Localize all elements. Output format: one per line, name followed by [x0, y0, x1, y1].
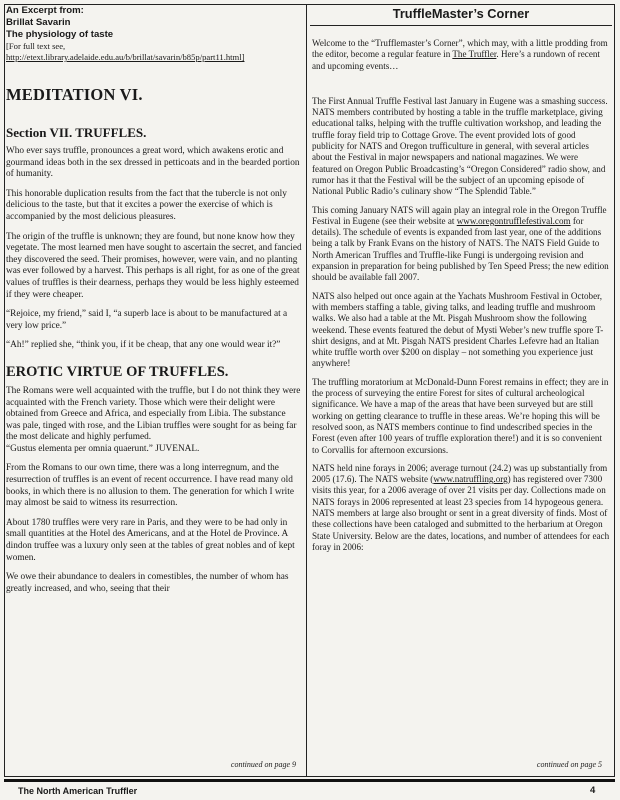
- erotic-virtue-title: EROTIC VIRTUE OF TRUFFLES.: [6, 363, 229, 380]
- section-title: Section VII. TRUFFLES.: [6, 125, 147, 140]
- text-run: This coming January NATS will again play an integral role in the Oregon Truffle Festival in Eugene (see their website at: [312, 204, 607, 226]
- erotic-paragraph: We owe their abundance to dealers in comestibles, the number of whom has greatly increased, and who, seeing that their: [6, 572, 289, 594]
- trufflemaster-corner-title: TruffleMaster’s Corner: [392, 6, 530, 21]
- footer-rule: [4, 779, 615, 782]
- column-divider: [306, 4, 307, 777]
- right-paragraph: [312, 463, 610, 553]
- left-paragraph: This honorable duplication results from the fact that the tubercle is not only delicious to the taste, but that it excites a power the exercise of which is accompanied by the most delicious pleasures.: [6, 188, 287, 222]
- right-paragraph: [312, 38, 610, 72]
- excerpt-line-1: An Excerpt from:: [6, 5, 84, 16]
- left-paragraph: Who ever says truffle, pronounces a great word, which awakens erotic and gourmand ideas both in the sex dressed in petticoats and in the bearded portion of humanity.: [6, 146, 300, 180]
- page-number: 4: [590, 785, 596, 796]
- erotic-paragraph: About 1780 truffles were very rare in Paris, and they were to be had only in small quantities at the Hotel des Americans, and at the Hotel de Province. A dindon truffee was a luxury only seen at the tables of great nobles and of kept women.: [6, 517, 295, 563]
- fulltext-reference: [6, 41, 302, 63]
- text-run: Welcome to the “Trufflemaster’s Corner”, which may, with a little prodding from the editor, become a regular feature in: [312, 38, 608, 60]
- left-body: [6, 146, 302, 352]
- meditation-title: MEDITATION VI.: [6, 85, 143, 104]
- left-paragraph: “Ah!” replied she, “think you, if it be cheap, that any one would wear it?”: [6, 340, 281, 351]
- left-continued-note: continued on page 9: [230, 760, 296, 769]
- latin-quote: “Gustus elementa per omnia quaerunt.” JUVENAL.: [6, 443, 200, 454]
- left-paragraph: The origin of the truffle is unknown; they are found, but none know how they vegetate. The most learned men have sought to ascertain the secret, and fancied they discovered the seed. Their promises, however, were vain, and no planting was ever followed by a harvest. This perhaps is all right, for as one of the great values of truffles is their dearness, perhaps they would be less highly esteemed if they were cheaper.: [6, 231, 302, 300]
- excerpt-line-2: Brillat Savarin: [6, 17, 71, 28]
- fulltext-url-link[interactable]: http://etext.library.adelaide.edu.au/b/brillat/savarin/b85p/part11.html]: [6, 52, 245, 62]
- left-column: [6, 5, 302, 775]
- text-run: NATS held nine forays in 2006; average turnout (24.2) was up substantially from 2005 (17.6). The NATS website (: [312, 462, 608, 485]
- left-paragraph: “Rejoice, my friend,” said I, “a superb lace is about to be manufactured at a very low price.”: [6, 309, 288, 331]
- right-paragraph: NATS also helped out once again at the Yachats Mushroom Festival in October, with members staffing a table, giving talks, and leading truffle and mushroom walks. We also had a table at the Mt. Pisgah Mushroom show the following weekend. These events featured the debut of Mysti Weber’s new truffle spore T-shirt designs, and at Mt. Pisgah NATS president Charles Lefevre had an Italian white truffle worth over $200 on display – not something you experience just anywhere!: [312, 290, 604, 369]
- right-continued-note: continued on page 5: [536, 760, 602, 769]
- right-paragraph: The truffling moratorium at McDonald-Dunn Forest remains in effect; they are in the process of surveying the entire Forest for sites of cultural archeological significance. We have a map of the areas that have been surveyed but are still working on getting clearance to truffle in these areas. We’re hoping this will be resolved soon, as NATS members continue to find undescribed species in the Forest (even after 100 years of truffle exploration there!) and it is so convenient to Corvallis for afternoon excursions.: [312, 376, 609, 455]
- erotic-paragraph: From the Romans to our own time, there was a long interregnum, and the resurrection of truffles is an event of recent occurrence. I have read many old books, in which there is no allusion to them. The generation for which I write may almost be said to witness its resurrection.: [6, 463, 294, 509]
- fulltext-prefix: [For full text see,: [6, 41, 66, 51]
- excerpt-header: [6, 5, 302, 41]
- right-paragraph: [312, 205, 610, 284]
- erotic-paragraph: The Romans were well acquainted with the truffle, but I do not think they were acquainted with the French variety. Those which were their delight were obtained from Greece and Africa, and especially from Libia. The substance was pale, tinged with rose, and the Libian truffles were sought for as being far the most delicate and highly perfumed.: [6, 385, 301, 443]
- erotic-body: [6, 386, 302, 596]
- text-run: . Here’s a rundown of recent and upcoming events…: [312, 49, 600, 71]
- nats-website-link[interactable]: www.natruffling.org: [433, 474, 508, 485]
- text-run: for details). The schedule of events is expanded from last year, one of the additions being a talk by Frank Evans on the history of NATS. The NATS Field Guide to North American Truffles and Truffle-like Fungi is undergoing revision and expansion in preparation for being published by Ten Speed Press; the new edition should be available fall 2007.: [312, 215, 609, 283]
- newsletter-title: The North American Truffler: [18, 786, 138, 796]
- right-column: [312, 5, 610, 775]
- title-rule: [310, 25, 612, 26]
- right-body: [312, 38, 610, 553]
- the-truffler-link[interactable]: The Truffler: [452, 49, 497, 60]
- text-run: ) has registered over 7300 visits this year, for a 2006 average of over 21 visits per day. Collections made on NATS forays in 2006 represented at least 23 species from 14 hypogeous genera. NATS members at large also brought or sent in a great diversity of finds. Most of these collections have been cataloged and submitted to the herbarium at Oregon State University. Below are the dates, locations, and number of attendees for each foray in 2006:: [312, 474, 610, 552]
- excerpt-line-3: The physiology of taste: [6, 29, 114, 40]
- festival-website-link[interactable]: www.oregontrufflefestival.com: [456, 215, 571, 226]
- right-paragraph: The First Annual Truffle Festival last January in Eugene was a smashing success. NATS members contributed by hosting a table in the truffle marketplace, giving educational talks, helping with the truffle cultivation workshop, and leading the truffle foray field trip to Cottage Grove. The event provided lots of good publicity for NATS and Oregon trufficulture in general, with several articles about the Festival in major newspapers and national magazines. We were featured on Oregon Public Broadcasting’s “Oregon Considered” radio show, and rumor has it that the Festival will be the subject of an upcoming episode of National Public Radio’s culinary show “The Splendid Table.”: [312, 95, 608, 197]
